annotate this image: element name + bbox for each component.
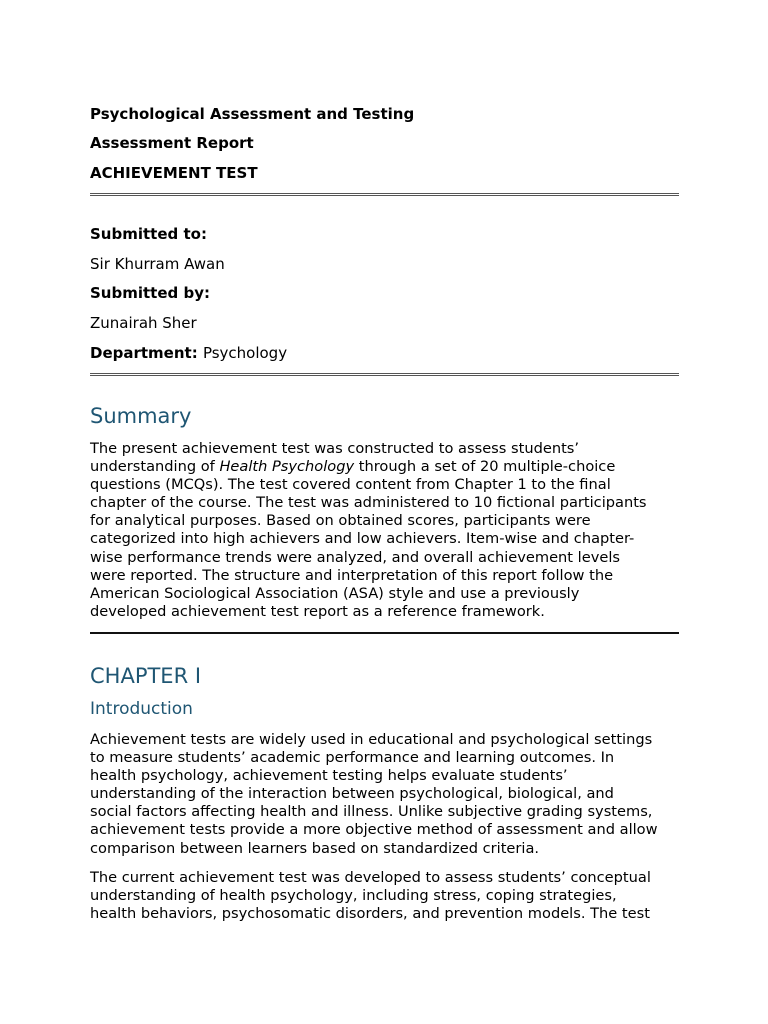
summary-paragraph: [90, 440, 682, 621]
introduction-heading: Introduction: [90, 699, 193, 719]
header-divider: [90, 193, 679, 196]
intro-line: The current achievement test was developed to assess students’ conceptual: [90, 869, 651, 886]
report-type: Assessment Report: [90, 134, 254, 152]
test-name: ACHIEVEMENT TEST: [90, 164, 258, 182]
summary-text: through a set of 20 multiple-choice: [354, 458, 616, 476]
summary-line: chapter of the course. The test was administered to 10 fictional participants: [90, 494, 647, 512]
summary-emphasis: Health Psychology: [219, 458, 355, 476]
submitted-by-value: Zunairah Sher: [90, 314, 197, 332]
course-title: Psychological Assessment and Testing: [90, 105, 415, 123]
summary-heading: Summary: [90, 404, 192, 428]
intro-line: achievement tests provide a more objective method of assessment and allow: [90, 821, 658, 839]
submission-divider: [90, 373, 679, 376]
summary-line: American Sociological Association (ASA) style and use a previously: [90, 584, 580, 602]
summary-line: The present achievement test was constructed to assess students’: [90, 440, 580, 457]
department-row: [90, 344, 287, 362]
summary-line: developed achievement test report as a reference framework.: [90, 602, 545, 620]
department-value: Psychology: [202, 344, 288, 362]
intro-line: Achievement tests are widely used in educational and psychological settings: [90, 731, 653, 748]
introduction-paragraph-2: [90, 869, 682, 923]
intro-line: understanding of health psychology, including stress, coping strategies,: [90, 887, 617, 905]
intro-line: health behaviors, psychosomatic disorders, and prevention models. The test: [90, 905, 650, 923]
summary-line: categorized into high achievers and low achievers. Item-wise and chapter-: [90, 530, 635, 548]
department-label: Department:: [90, 344, 198, 362]
chapter-heading: CHAPTER I: [90, 664, 202, 688]
summary-line: wise performance trends were analyzed, and overall achievement levels: [90, 548, 620, 566]
summary-divider: [90, 632, 679, 634]
intro-line: comparison between learners based on standardized criteria.: [90, 839, 540, 857]
submitted-to-value: Sir Khurram Awan: [90, 255, 225, 273]
submitted-by-label: Submitted by:: [90, 284, 210, 302]
summary-line: were reported. The structure and interpretation of this report follow the: [90, 566, 614, 584]
introduction-paragraph-1: [90, 731, 682, 858]
intro-line: to measure students’ academic performance and learning outcomes. In: [90, 749, 615, 767]
intro-line: understanding of the interaction between psychological, biological, and: [90, 785, 614, 803]
summary-line: [90, 458, 682, 476]
summary-line: for analytical purposes. Based on obtained scores, participants were: [90, 512, 591, 530]
intro-line: social factors affecting health and illness. Unlike subjective grading systems,: [90, 803, 653, 821]
submitted-to-label: Submitted to:: [90, 225, 207, 243]
summary-text: understanding of: [90, 458, 220, 476]
summary-line: questions (MCQs). The test covered content from Chapter 1 to the final: [90, 476, 611, 494]
intro-line: health psychology, achievement testing helps evaluate students’: [90, 767, 568, 785]
